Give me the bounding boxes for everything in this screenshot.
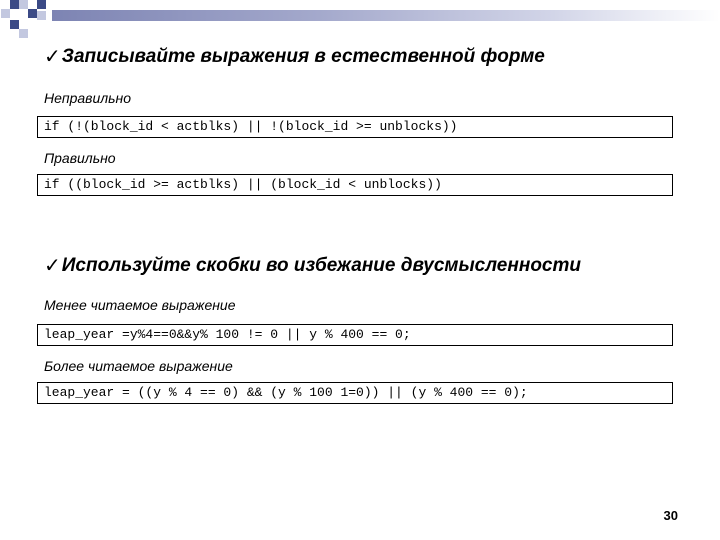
heading-parentheses [44,253,581,278]
heading-text: Используйте скобки во избежание двусмысленности [61,254,581,276]
heading-natural-form [44,44,545,69]
deco-square [28,9,37,18]
check-icon: ✓ [44,255,61,277]
deco-square [37,11,46,20]
deco-square [10,0,19,9]
gradient-bar [52,10,720,21]
code-right: if ((block_id >= actblks) || (block_id < unblocks)) [37,174,673,196]
label-more-readable: Более читаемое выражение [44,358,233,374]
label-wrong: Неправильно [44,90,132,106]
page-number: 30 [663,508,678,523]
deco-square [37,0,46,9]
heading-text: Записывайте выражения в естественной форме [61,45,545,67]
deco-square [19,0,28,9]
code-more-readable: leap_year = ((y % 4 == 0) && (y % 100 1=0)) || (y % 400 == 0); [37,382,673,404]
code-wrong: if (!(block_id < actblks) || !(block_id >= unblocks)) [37,116,673,138]
deco-square [1,9,10,18]
deco-square [10,20,19,29]
label-less-readable: Менее читаемое выражение [44,297,236,313]
label-right: Правильно [44,150,116,166]
deco-square [19,29,28,38]
code-less-readable: leap_year =y%4==0&&y% 100 != 0 || y % 400 == 0; [37,324,673,346]
check-icon: ✓ [44,46,61,68]
slide-decoration [0,0,720,40]
